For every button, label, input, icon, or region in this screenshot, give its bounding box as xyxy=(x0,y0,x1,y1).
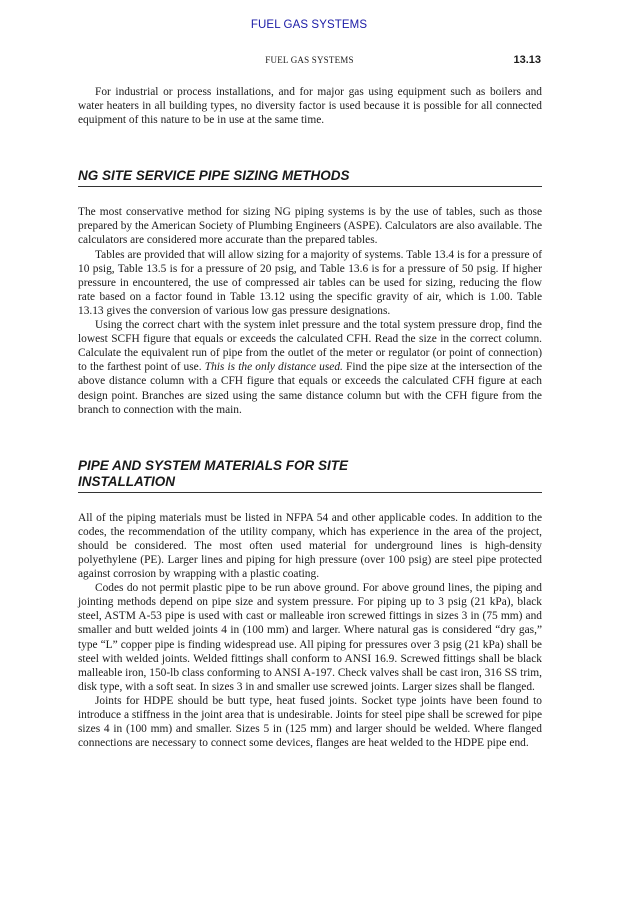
section-heading-pipe-sizing: NG SITE SERVICE PIPE SIZING METHODS xyxy=(78,168,542,187)
section2-heading-line-2: INSTALLATION xyxy=(78,473,175,489)
section2-paragraph-1: All of the piping materials must be listed in NFPA 54 and other applicable codes. In addition to the codes, the recommendation of the utility company, which has experience in the area of the project, should be considered. The most often used material for underground lines is high-density polyethylene (PE). Larger lines and piping for high pressure (over 100 psig) are steel pipe protected against corrosion by wrapping with a plastic coating. xyxy=(78,511,542,581)
section2-paragraph-2: Codes do not permit plastic pipe to be run above ground. For above ground lines, the piping and jointing methods depend on pipe size and system pressure. For piping up to 3 psig (21 kPa), black steel, ASTM A-53 pipe is used with cast or malleable iron screwed fittings in sizes 3 in (75 mm) and smaller and butt welded joints 4 in (100 mm) and larger. Where natural gas is considered “dry gas,” type “L” copper pipe is finding widespread use. All piping for pressures over 3 psig (21 kPa) shall be steel with welded joints. Welded fittings shall conform to ANSI 16.9. Screwed fittings shall be black malleable iron, 150-lb class conforming to ANSI A-197. Check valves shall be cast iron, 316 SS trim, disk type, with a soft seat. In sizes 3 in and smaller use screwed joints. Larger sizes shall be flanged. xyxy=(78,582,542,693)
section1-paragraph-1: The most conservative method for sizing NG piping systems is by the use of tables, such as those prepared by the American Society of Plumbing Engineers (ASPE). Calculators are also available. The calculators are considered more accurate than the prepared tables. xyxy=(78,206,542,247)
section1-paragraph-2: Tables are provided that will allow sizing for a majority of systems. Table 13.4 is for a pressure of 10 psig, Table 13.5 is for a pressure of 20 psig, and Table 13.6 is for a pressure of 50 psig. If higher pressure in encountered, the use of compressed air tables can be used for sizing, reducing the flow rate based on a factor found in Table 13.12 using the specific gravity of air, which is 1.00. Table 13.13 gives the conversion of various low gas pressure designations. xyxy=(78,248,542,317)
site-header: FUEL GAS SYSTEMS xyxy=(250,19,368,31)
running-head-title: FUEL GAS SYSTEMS xyxy=(265,55,354,65)
section2-paragraph-3: Joints for HDPE should be butt type, heat fused joints. Socket type joints have been found to introduce a stiffness in the joint area that is undesirable. Joints for steel pipe shall be screwed for pipe sizes 4 in (100 mm) and smaller. Sizes 5 in (125 mm) and larger should be welded. Where flanged connections are necessary to connect some devices, flanges are heat welded to the HDPE pipe end. xyxy=(78,694,542,750)
section2-heading-line-1: PIPE AND SYSTEM MATERIALS FOR SITE xyxy=(78,457,349,473)
section1-p3-end: Find the pipe size at the intersection of the above distance column with a CFH figure that equals or exceeds the calculated CFH figure at each design point. Branches are sized using the same distance column but with the CFH figure from the branch to connection with the main. xyxy=(78,361,543,416)
intro-paragraph: For industrial or process installations, and for major gas using equipment such as boilers and water heaters in all building types, no diversity factor is used because it is possible for all connected equipment of this nature to be in use at the same time. xyxy=(78,86,542,127)
section1-p3-start: Using the correct chart with the system inlet pressure and the total system pressure drop, find the lowest SCFH figure that equals or exceeds the calculated CFH. Read the size in the correct column. Calculate the equivalent run of pipe from the outlet of the meter or regulator (or point of connection) to the farthest point of use. xyxy=(78,319,542,374)
section1-p3-emphasis: This is the only distance used. xyxy=(204,361,343,374)
running-head xyxy=(78,55,541,69)
page-body xyxy=(78,85,542,750)
section-heading-pipe-materials xyxy=(78,458,542,493)
section1-paragraph-3 xyxy=(78,318,542,417)
page-number: 13.13 xyxy=(513,54,541,66)
